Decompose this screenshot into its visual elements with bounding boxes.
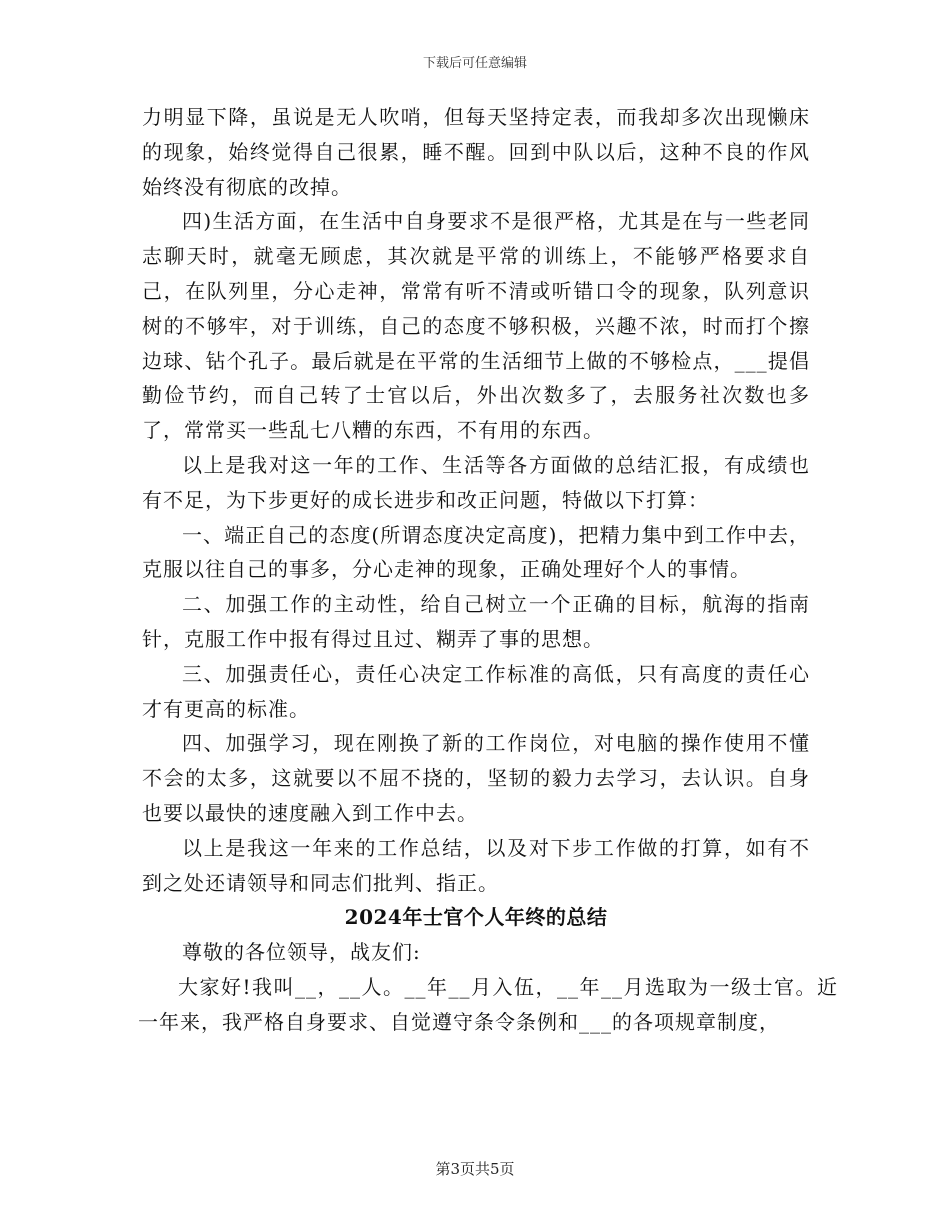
- section-title: 2024年士官个人年终的总结: [344, 905, 608, 930]
- salutation: 尊敬的各位领导，战友们:: [182, 940, 421, 965]
- paragraph-6: 三、加强责任心，责任心决定工作标准的高低，只有高度的责任心才有更高的标准。: [142, 661, 810, 721]
- paragraph-2: 四)生活方面，在生活中自身要求不是很严格，尤其是在与一些老同志聊天时，就毫无顾虑，其次就是平常的训练上，不能够严格要求自己，在队列里，分心走神，常常有听不清或听错口令的现象，队列意识树的不够牢，对于训练，自己的态度不够积极，兴趣不浓，时而打个擦边球、钻个孔子。最后就是在平常的生活细节上做的不够检点，___提倡勤俭节约，而自己转了士官以后，外出次数多了，去服务社次数也多了，常常买一些乱七八糟的东西，不有用的东西。: [142, 209, 810, 443]
- paragraph-8: 以上是我这一年来的工作总结，以及对下步工作做的打算，如有不到之处还请领导和同志们批判、指正。: [142, 835, 810, 895]
- self-introduction-paragraph: 大家好!我叫__，__人。__年__月入伍，__年__月选取为一级士官。近一年来，我严格自身要求、自觉遵守条令条例和___的各项规章制度，: [138, 974, 838, 1034]
- page-header: 下载后可任意编辑: [422, 56, 527, 71]
- paragraph-1: 力明显下降，虽说是无人吹哨，但每天坚持定表，而我却多次出现懒床的现象，始终觉得自己很累，睡不醒。回到中队以后，这种不良的作风始终没有彻底的改掉。: [142, 105, 810, 199]
- paragraph-5: 二、加强工作的主动性，给自己树立一个正确的目标，航海的指南针，克服工作中报有得过且过、糊弄了事的思想。: [142, 592, 810, 651]
- paragraph-4: 一、端正自己的态度(所谓态度决定高度)，把精力集中到工作中去，克服以往自己的事多，分心走神的现象，正确处理好个人的事情。: [142, 522, 810, 582]
- document-body: [138, 100, 838, 1040]
- paragraph-3: 以上是我对这一年的工作、生活等各方面做的总结汇报，有成绩也有不足，为下步更好的成长进步和改正问题，特做以下打算：: [142, 452, 810, 512]
- paragraph-7: 四、加强学习，现在刚换了新的工作岗位，对电脑的操作使用不懂不会的太多，这就要以不屈不挠的，坚韧的毅力去学习，去认识。自身也要以最快的速度融入到工作中去。: [142, 731, 810, 825]
- page-footer: 第3页共5页: [435, 1160, 515, 1178]
